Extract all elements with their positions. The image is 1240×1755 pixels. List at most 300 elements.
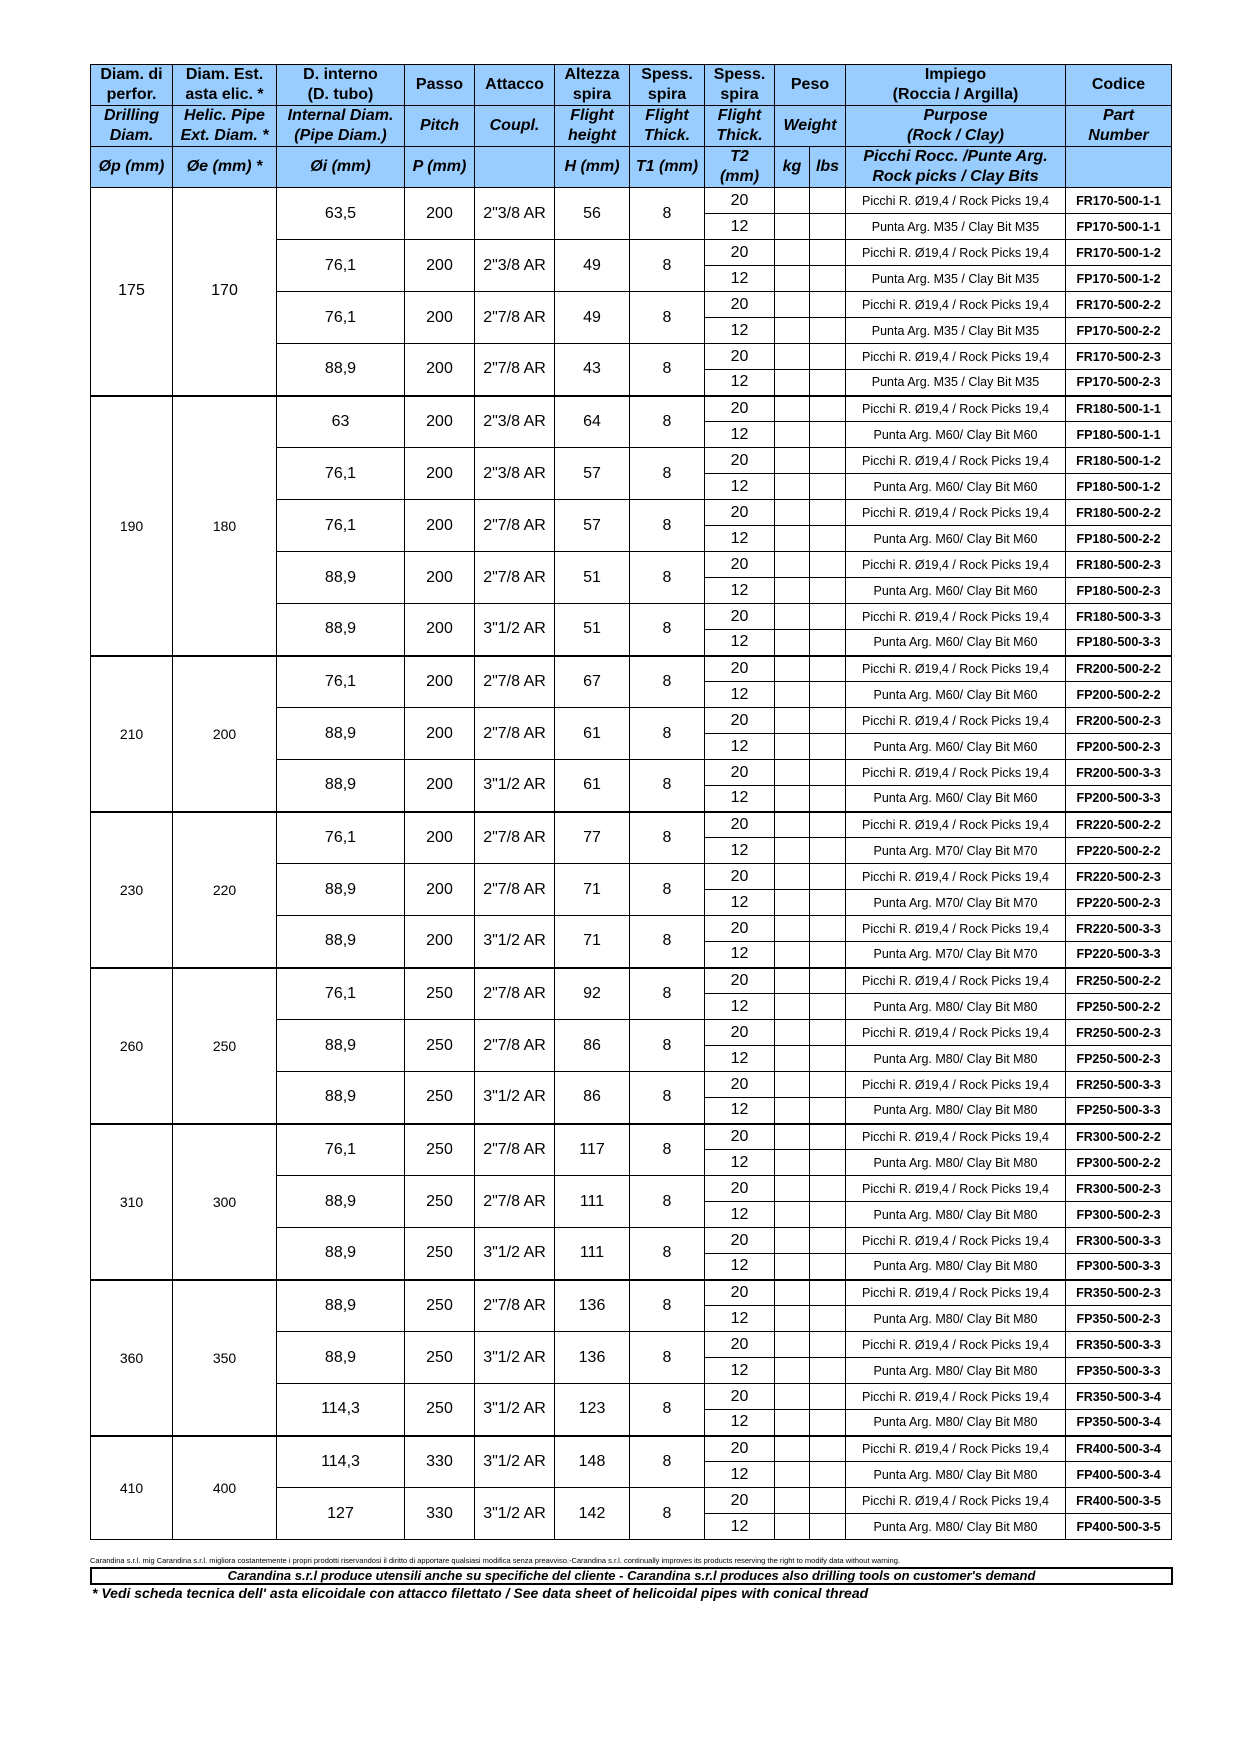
purpose-cell: Picchi R. Ø19,4 / Rock Picks 19,4 [846,916,1066,942]
lbs-cell [810,942,846,968]
purpose-cell: Punta Arg. M35 / Clay Bit M35 [846,318,1066,344]
drilling-diam-cell: 230 [91,812,173,968]
kg-cell [775,240,810,266]
part-number-cell: FP250-500-2-3 [1066,1046,1172,1072]
h-cell: 49 [555,240,630,292]
kg-cell [775,1046,810,1072]
h-cell: 67 [555,656,630,708]
kg-cell [775,266,810,292]
kg-cell [775,396,810,422]
purpose-cell: Picchi R. Ø19,4 / Rock Picks 19,4 [846,240,1066,266]
ext-diam-cell: 350 [173,1280,277,1436]
kg-cell [775,994,810,1020]
t2-cell: 12 [705,1150,775,1176]
lbs-cell [810,1072,846,1098]
t2-cell: 20 [705,1124,775,1150]
purpose-cell: Punta Arg. M60/ Clay Bit M60 [846,474,1066,500]
purpose-cell: Punta Arg. M80/ Clay Bit M80 [846,1202,1066,1228]
p-cell: 250 [405,968,475,1020]
header-unit-cell: H (mm) [555,147,630,188]
t2-cell: 12 [705,318,775,344]
part-number-cell: FP180-500-1-1 [1066,422,1172,448]
lbs-cell [810,890,846,916]
di-cell: 114,3 [277,1436,405,1488]
kg-cell [775,1150,810,1176]
purpose-cell: Punta Arg. M80/ Clay Bit M80 [846,994,1066,1020]
kg-cell [775,1384,810,1410]
att-cell: 2"7/8 AR [475,1280,555,1332]
part-number-cell: FR250-500-2-2 [1066,968,1172,994]
purpose-cell: Picchi R. Ø19,4 / Rock Picks 19,4 [846,864,1066,890]
purpose-cell: Punta Arg. M60/ Clay Bit M60 [846,422,1066,448]
di-cell: 76,1 [277,240,405,292]
lbs-cell [810,578,846,604]
t2-cell: 20 [705,552,775,578]
part-number-cell: FP170-500-2-3 [1066,370,1172,396]
part-number-cell: FP180-500-2-2 [1066,526,1172,552]
di-cell: 88,9 [277,708,405,760]
t2-cell: 20 [705,344,775,370]
purpose-cell: Punta Arg. M80/ Clay Bit M80 [846,1046,1066,1072]
header-cell-en: Weight [775,106,846,147]
di-cell: 88,9 [277,1228,405,1280]
part-number-cell: FR350-500-3-3 [1066,1332,1172,1358]
p-cell: 200 [405,708,475,760]
t2-cell: 20 [705,1436,775,1462]
p-cell: 330 [405,1436,475,1488]
kg-cell [775,864,810,890]
header-unit-cell [1066,147,1172,188]
t2-cell: 20 [705,188,775,214]
di-cell: 88,9 [277,604,405,656]
t1-cell: 8 [630,344,705,396]
kg-cell [775,916,810,942]
part-number-cell: FP200-500-2-3 [1066,734,1172,760]
att-cell: 2"7/8 AR [475,552,555,604]
header-cell-en: Flight height [555,106,630,147]
t2-cell: 12 [705,578,775,604]
header-cell: Codice [1066,65,1172,106]
t2-cell: 20 [705,292,775,318]
lbs-cell [810,1358,846,1384]
t2-cell: 20 [705,708,775,734]
t1-cell: 8 [630,656,705,708]
table-row [91,1124,1172,1150]
p-cell: 250 [405,1384,475,1436]
kg-cell [775,578,810,604]
purpose-cell: Punta Arg. M35 / Clay Bit M35 [846,214,1066,240]
purpose-cell: Picchi R. Ø19,4 / Rock Picks 19,4 [846,1124,1066,1150]
t2-cell: 12 [705,1202,775,1228]
purpose-cell: Punta Arg. M35 / Clay Bit M35 [846,266,1066,292]
kg-cell [775,968,810,994]
purpose-cell: Picchi R. Ø19,4 / Rock Picks 19,4 [846,1332,1066,1358]
t2-cell: 20 [705,1176,775,1202]
di-cell: 63 [277,396,405,448]
purpose-cell: Picchi R. Ø19,4 / Rock Picks 19,4 [846,604,1066,630]
lbs-cell [810,1332,846,1358]
header-cell: Diam. Est. asta elic. * [173,65,277,106]
purpose-cell: Punta Arg. M60/ Clay Bit M60 [846,578,1066,604]
header-cell-en: Drilling Diam. [91,106,173,147]
part-number-cell: FP400-500-3-4 [1066,1462,1172,1488]
di-cell: 88,9 [277,1020,405,1072]
drilling-diam-cell: 310 [91,1124,173,1280]
ext-diam-cell: 400 [173,1436,277,1540]
lbs-cell [810,760,846,786]
part-number-cell: FP300-500-3-3 [1066,1254,1172,1280]
purpose-cell: Punta Arg. M80/ Clay Bit M80 [846,1254,1066,1280]
di-cell: 127 [277,1488,405,1540]
di-cell: 88,9 [277,1332,405,1384]
header-cell: Spess. spira [630,65,705,106]
di-cell: 76,1 [277,812,405,864]
part-number-cell: FR350-500-2-3 [1066,1280,1172,1306]
t1-cell: 8 [630,968,705,1020]
purpose-cell: Punta Arg. M60/ Clay Bit M60 [846,786,1066,812]
att-cell: 2"3/8 AR [475,396,555,448]
lbs-cell [810,552,846,578]
t1-cell: 8 [630,1124,705,1176]
part-number-cell: FR400-500-3-4 [1066,1436,1172,1462]
lbs-cell [810,916,846,942]
lbs-cell [810,396,846,422]
di-cell: 88,9 [277,1176,405,1228]
p-cell: 200 [405,604,475,656]
ext-diam-cell: 200 [173,656,277,812]
kg-cell [775,214,810,240]
di-cell: 88,9 [277,864,405,916]
purpose-cell: Picchi R. Ø19,4 / Rock Picks 19,4 [846,448,1066,474]
t1-cell: 8 [630,396,705,448]
t1-cell: 8 [630,1020,705,1072]
di-cell: 88,9 [277,916,405,968]
p-cell: 200 [405,396,475,448]
part-number-cell: FR180-500-3-3 [1066,604,1172,630]
t2-cell: 20 [705,448,775,474]
footnote: * Vedi scheda tecnica dell' asta elicoidale con attacco filettato / See data sheet of helicoidal pipes with conical thread [92,1585,869,1601]
di-cell: 76,1 [277,292,405,344]
p-cell: 250 [405,1072,475,1124]
purpose-cell: Picchi R. Ø19,4 / Rock Picks 19,4 [846,1020,1066,1046]
part-number-cell: FR200-500-2-2 [1066,656,1172,682]
kg-cell [775,1306,810,1332]
t2-cell: 20 [705,1020,775,1046]
lbs-cell [810,1436,846,1462]
p-cell: 250 [405,1176,475,1228]
att-cell: 2"7/8 AR [475,656,555,708]
t2-cell: 20 [705,500,775,526]
lbs-cell [810,1280,846,1306]
t2-cell: 12 [705,370,775,396]
kg-cell [775,1254,810,1280]
part-number-cell: FP200-500-2-2 [1066,682,1172,708]
lbs-cell [810,1124,846,1150]
part-number-cell: FR400-500-3-5 [1066,1488,1172,1514]
h-cell: 56 [555,188,630,240]
purpose-cell: Picchi R. Ø19,4 / Rock Picks 19,4 [846,292,1066,318]
kg-cell [775,630,810,656]
disclaimer: Carandina s.r.l. mig Carandina s.r.l. migliora costantemente i propri prodotti riservandosi il diritto di apportare qualsiasi modifica senza preavviso.-Carandina s.r.l. continually improves its products reserving the right to modify data without warning. [90,1556,900,1565]
header-unit-cell: P (mm) [405,147,475,188]
h-cell: 86 [555,1072,630,1124]
t2-cell: 12 [705,1358,775,1384]
purpose-cell: Punta Arg. M80/ Clay Bit M80 [846,1098,1066,1124]
kg-cell [775,1124,810,1150]
t1-cell: 8 [630,1228,705,1280]
att-cell: 2"7/8 AR [475,708,555,760]
di-cell: 63,5 [277,188,405,240]
lbs-cell [810,786,846,812]
header-cell-en: Purpose (Rock / Clay) [846,106,1066,147]
part-number-cell: FR300-500-2-2 [1066,1124,1172,1150]
part-number-cell: FP220-500-2-2 [1066,838,1172,864]
lbs-cell [810,188,846,214]
di-cell: 76,1 [277,500,405,552]
att-cell: 2"7/8 AR [475,968,555,1020]
att-cell: 2"7/8 AR [475,1020,555,1072]
lbs-cell [810,1410,846,1436]
header-unit-cell: Øi (mm) [277,147,405,188]
kg-cell [775,708,810,734]
p-cell: 200 [405,916,475,968]
purpose-cell: Picchi R. Ø19,4 / Rock Picks 19,4 [846,812,1066,838]
part-number-cell: FR250-500-2-3 [1066,1020,1172,1046]
h-cell: 57 [555,500,630,552]
kg-cell [775,1436,810,1462]
att-cell: 3"1/2 AR [475,1072,555,1124]
kg-cell [775,1020,810,1046]
di-cell: 88,9 [277,344,405,396]
ext-diam-cell: 250 [173,968,277,1124]
h-cell: 64 [555,396,630,448]
p-cell: 200 [405,292,475,344]
part-number-cell: FP170-500-1-1 [1066,214,1172,240]
purpose-cell: Picchi R. Ø19,4 / Rock Picks 19,4 [846,1436,1066,1462]
di-cell: 76,1 [277,448,405,500]
h-cell: 51 [555,552,630,604]
lbs-cell [810,344,846,370]
kg-cell [775,838,810,864]
header-cell-en: Pitch [405,106,475,147]
lbs-cell [810,240,846,266]
kg-cell [775,1280,810,1306]
lbs-cell [810,1514,846,1540]
header-cell-en: Internal Diam. (Pipe Diam.) [277,106,405,147]
kg-cell [775,1202,810,1228]
kg-cell [775,1358,810,1384]
t2-cell: 20 [705,760,775,786]
lbs-cell [810,1384,846,1410]
header-unit-cell: Øp (mm) [91,147,173,188]
t1-cell: 8 [630,1176,705,1228]
lbs-cell [810,318,846,344]
p-cell: 200 [405,448,475,500]
purpose-cell: Picchi R. Ø19,4 / Rock Picks 19,4 [846,968,1066,994]
p-cell: 200 [405,656,475,708]
part-number-cell: FP180-500-2-3 [1066,578,1172,604]
ext-diam-cell: 170 [173,188,277,396]
purpose-cell: Punta Arg. M60/ Clay Bit M60 [846,682,1066,708]
lbs-cell [810,266,846,292]
kg-cell [775,656,810,682]
t2-cell: 12 [705,1462,775,1488]
header-cell-en: Flight Thick. [630,106,705,147]
kg-cell [775,812,810,838]
t1-cell: 8 [630,1280,705,1332]
table-row [91,396,1172,422]
purpose-cell: Punta Arg. M80/ Clay Bit M80 [846,1306,1066,1332]
lbs-cell [810,370,846,396]
purpose-cell: Picchi R. Ø19,4 / Rock Picks 19,4 [846,1384,1066,1410]
att-cell: 3"1/2 AR [475,1228,555,1280]
kg-cell [775,318,810,344]
kg-cell [775,1514,810,1540]
kg-cell [775,1462,810,1488]
att-cell: 3"1/2 AR [475,604,555,656]
h-cell: 86 [555,1020,630,1072]
t2-cell: 20 [705,1228,775,1254]
t2-cell: 20 [705,656,775,682]
h-cell: 71 [555,916,630,968]
lbs-cell [810,734,846,760]
spec-table [90,64,1172,1540]
t1-cell: 8 [630,188,705,240]
lbs-cell [810,656,846,682]
header-unit-cell: lbs [810,147,846,188]
p-cell: 200 [405,552,475,604]
di-cell: 114,3 [277,1384,405,1436]
lbs-cell [810,682,846,708]
kg-cell [775,1332,810,1358]
h-cell: 71 [555,864,630,916]
h-cell: 117 [555,1124,630,1176]
purpose-cell: Picchi R. Ø19,4 / Rock Picks 19,4 [846,760,1066,786]
purpose-cell: Picchi R. Ø19,4 / Rock Picks 19,4 [846,1280,1066,1306]
header-cell-en: Helic. Pipe Ext. Diam. * [173,106,277,147]
part-number-cell: FP180-500-1-2 [1066,474,1172,500]
t2-cell: 12 [705,214,775,240]
purpose-cell: Punta Arg. M60/ Clay Bit M60 [846,526,1066,552]
h-cell: 61 [555,708,630,760]
t2-cell: 12 [705,890,775,916]
t1-cell: 8 [630,240,705,292]
att-cell: 3"1/2 AR [475,1436,555,1488]
t2-cell: 20 [705,1488,775,1514]
lbs-cell [810,292,846,318]
part-number-cell: FP350-500-3-3 [1066,1358,1172,1384]
kg-cell [775,448,810,474]
part-number-cell: FR180-500-2-2 [1066,500,1172,526]
purpose-cell: Picchi R. Ø19,4 / Rock Picks 19,4 [846,344,1066,370]
p-cell: 250 [405,1280,475,1332]
header-cell: Spess. spira [705,65,775,106]
t2-cell: 12 [705,786,775,812]
header-unit-cell: Picchi Rocc. /Punte Arg. Rock picks / Clay Bits [846,147,1066,188]
t2-cell: 20 [705,240,775,266]
t2-cell: 12 [705,942,775,968]
part-number-cell: FP220-500-3-3 [1066,942,1172,968]
lbs-cell [810,994,846,1020]
h-cell: 51 [555,604,630,656]
kg-cell [775,682,810,708]
part-number-cell: FP200-500-3-3 [1066,786,1172,812]
kg-cell [775,552,810,578]
part-number-cell: FR220-500-2-2 [1066,812,1172,838]
att-cell: 2"3/8 AR [475,188,555,240]
t2-cell: 12 [705,630,775,656]
drilling-diam-cell: 190 [91,396,173,656]
drilling-diam-cell: 260 [91,968,173,1124]
t2-cell: 12 [705,526,775,552]
h-cell: 111 [555,1176,630,1228]
t1-cell: 8 [630,1072,705,1124]
part-number-cell: FR220-500-3-3 [1066,916,1172,942]
purpose-cell: Picchi R. Ø19,4 / Rock Picks 19,4 [846,1228,1066,1254]
table-row [91,1280,1172,1306]
purpose-cell: Punta Arg. M60/ Clay Bit M60 [846,734,1066,760]
purpose-cell: Punta Arg. M80/ Clay Bit M80 [846,1150,1066,1176]
purpose-cell: Picchi R. Ø19,4 / Rock Picks 19,4 [846,1072,1066,1098]
kg-cell [775,760,810,786]
att-cell: 2"7/8 AR [475,292,555,344]
kg-cell [775,1072,810,1098]
kg-cell [775,474,810,500]
lbs-cell [810,708,846,734]
att-cell: 2"7/8 AR [475,864,555,916]
header-unit-cell: T1 (mm) [630,147,705,188]
att-cell: 3"1/2 AR [475,760,555,812]
purpose-cell: Picchi R. Ø19,4 / Rock Picks 19,4 [846,708,1066,734]
ext-diam-cell: 220 [173,812,277,968]
att-cell: 2"7/8 AR [475,344,555,396]
part-number-cell: FR180-500-1-2 [1066,448,1172,474]
t1-cell: 8 [630,1436,705,1488]
h-cell: 123 [555,1384,630,1436]
header-cell: Impiego (Roccia / Argilla) [846,65,1066,106]
ext-diam-cell: 180 [173,396,277,656]
att-cell: 2"3/8 AR [475,448,555,500]
t2-cell: 12 [705,734,775,760]
att-cell: 3"1/2 AR [475,1384,555,1436]
part-number-cell: FR170-500-1-2 [1066,240,1172,266]
header-cell-en: Part Number [1066,106,1172,147]
part-number-cell: FR350-500-3-4 [1066,1384,1172,1410]
part-number-cell: FR170-500-1-1 [1066,188,1172,214]
p-cell: 200 [405,864,475,916]
t1-cell: 8 [630,1332,705,1384]
lbs-cell [810,1046,846,1072]
lbs-cell [810,968,846,994]
header-cell: D. interno (D. tubo) [277,65,405,106]
part-number-cell: FP220-500-2-3 [1066,890,1172,916]
table-row [91,812,1172,838]
p-cell: 200 [405,344,475,396]
att-cell: 2"7/8 AR [475,1124,555,1176]
t1-cell: 8 [630,448,705,500]
lbs-cell [810,474,846,500]
t2-cell: 20 [705,1332,775,1358]
part-number-cell: FP350-500-3-4 [1066,1410,1172,1436]
part-number-cell: FR170-500-2-2 [1066,292,1172,318]
part-number-cell: FR220-500-2-3 [1066,864,1172,890]
t2-cell: 12 [705,994,775,1020]
lbs-cell [810,1462,846,1488]
purpose-cell: Punta Arg. M35 / Clay Bit M35 [846,370,1066,396]
t2-cell: 12 [705,1514,775,1540]
kg-cell [775,526,810,552]
t2-cell: 20 [705,968,775,994]
